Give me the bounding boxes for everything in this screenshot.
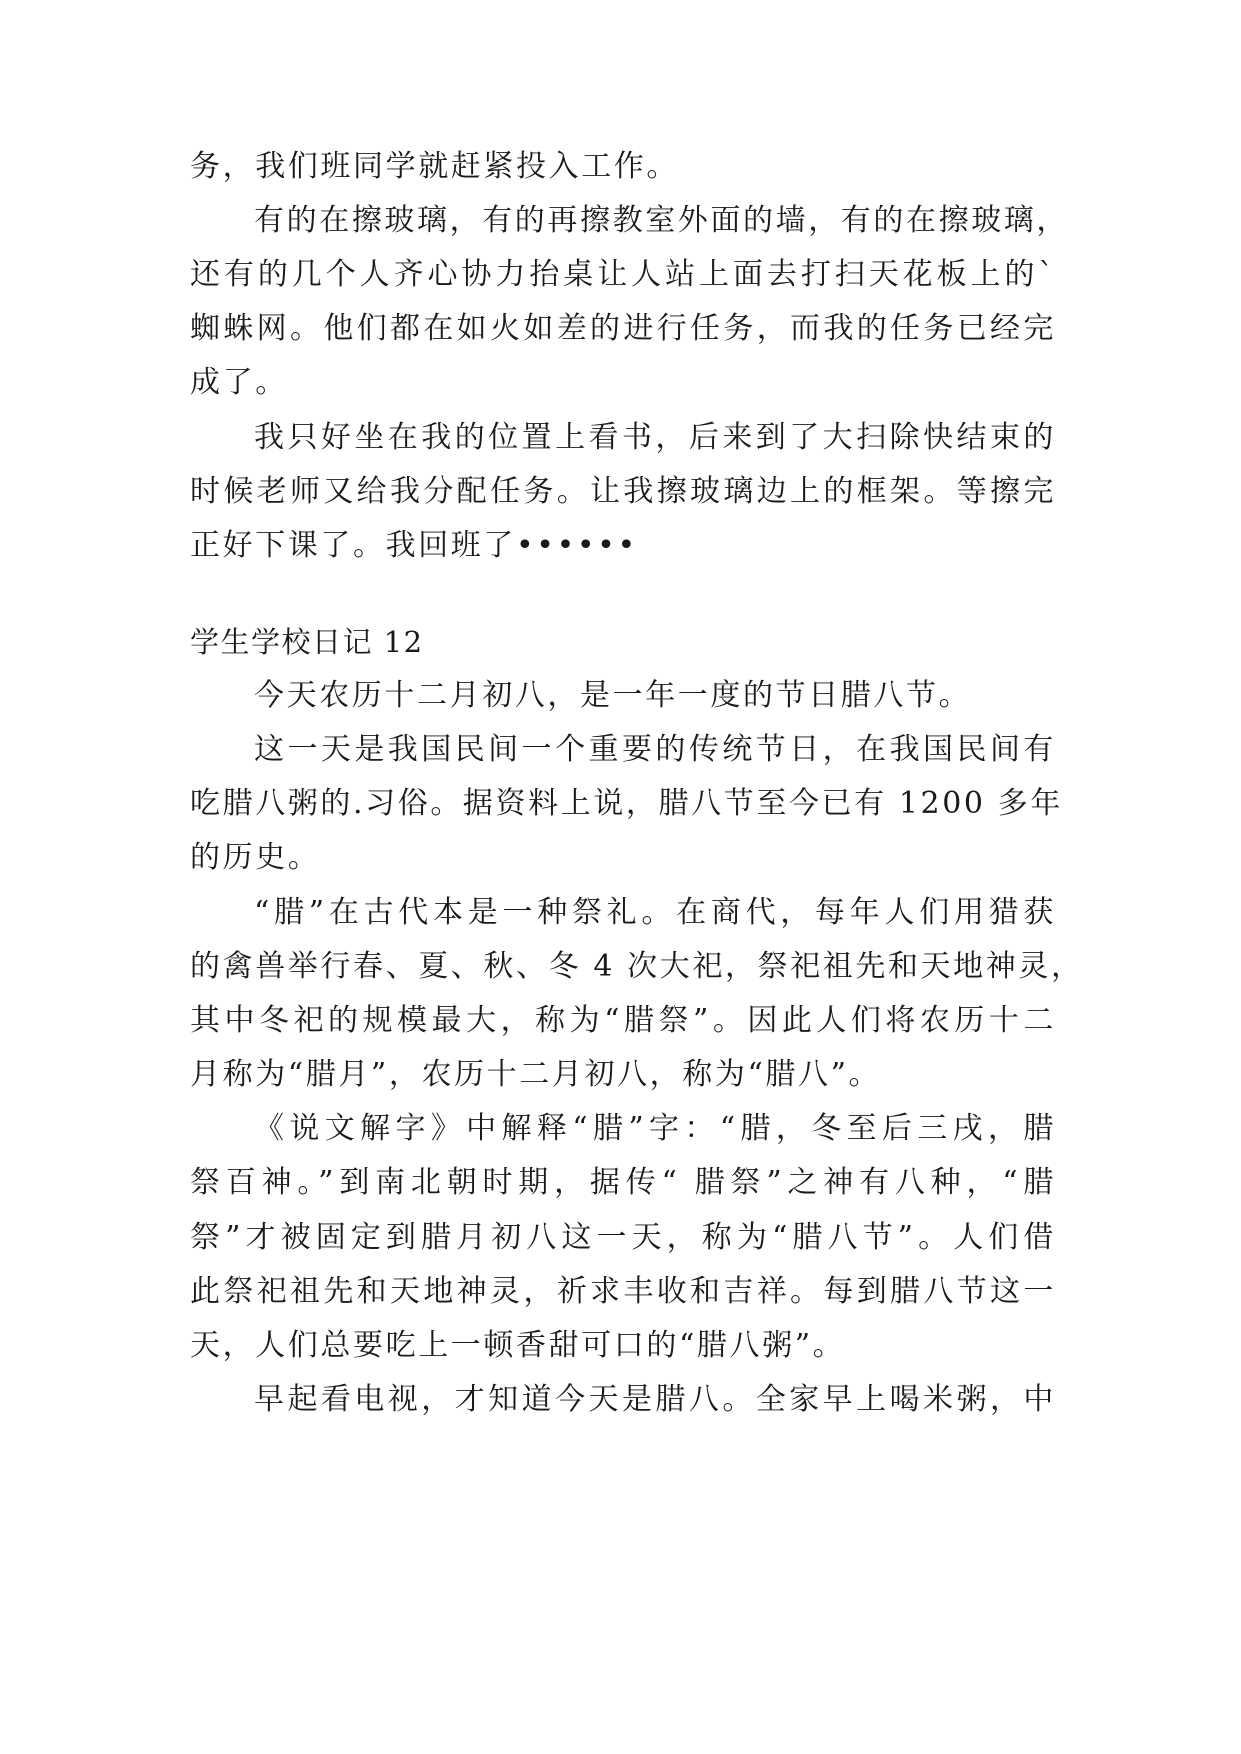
paragraph-line: 吃腊八粥的.习俗。据资料上说，腊八节至今已有 1200 多年 [190,786,1063,821]
paragraph-line: 的禽兽举行春、夏、秋、冬 4 次大祀，祭祀祖先和天地神灵， [190,949,1084,984]
paragraph-line: 蜘蛛网。他们都在如火如差的进行任务，而我的任务已经完 [190,311,1056,346]
paragraph-line: 祭”才被固定到腊月初八这一天，称为“腊八节”。人们借 [190,1220,1056,1255]
paragraph-line: 月称为“腊月”，农历十二月初八，称为“腊八”。 [190,1057,882,1092]
paragraph-line: 此祭祀祖先和天地神灵，祈求丰收和吉祥。每到腊八节这一 [190,1274,1056,1309]
paragraph-line: 有的在擦玻璃，有的再擦教室外面的墙，有的在擦玻璃， [254,203,1069,238]
paragraph-line: 早起看电视，才知道今天是腊八。全家早上喝米粥，中 [254,1382,1056,1417]
paragraph-line: 天，人们总要吃上一顿香甜可口的“腊八粥”。 [190,1328,846,1363]
paragraph-line: 成了。 [190,365,288,400]
document-page [190,0,1084,1754]
paragraph-line: 其中冬祀的规模最大，称为“腊祭”。因此人们将农历十二 [190,1003,1056,1038]
paragraph-line: 祭百神。”到南北朝时期，据传“ 腊祭”之神有八种，“腊 [190,1165,1056,1200]
paragraph-line: 时候老师又给我分配任务。让我擦玻璃边上的框架。等擦完 [190,474,1056,509]
section-title: 学生学校日记 12 [190,625,424,659]
paragraph-line: 今天农历十二月初八，是一年一度的节日腊八节。 [254,678,972,713]
paragraph-line: 正好下课了。我回班了•••••• [190,528,638,563]
paragraph-line: 这一天是我国民间一个重要的传统节日，在我国民间有 [254,732,1056,767]
paragraph-line: 《说文解字》中解释“腊”字：“腊，冬至后三戌，腊 [254,1111,1056,1146]
paragraph-line: 我只好坐在我的位置上看书，后来到了大扫除快结束的 [254,420,1056,455]
paragraph-line: “腊”在古代本是一种祭礼。在商代，每年人们用猎获 [254,895,1056,930]
paragraph-line: 还有的几个人齐心协力抬桌让人站上面去打扫天花板上的` [190,257,1056,292]
paragraph-line: 的历史。 [190,840,321,875]
paragraph-line: 务，我们班同学就赶紧投入工作。 [190,149,679,184]
